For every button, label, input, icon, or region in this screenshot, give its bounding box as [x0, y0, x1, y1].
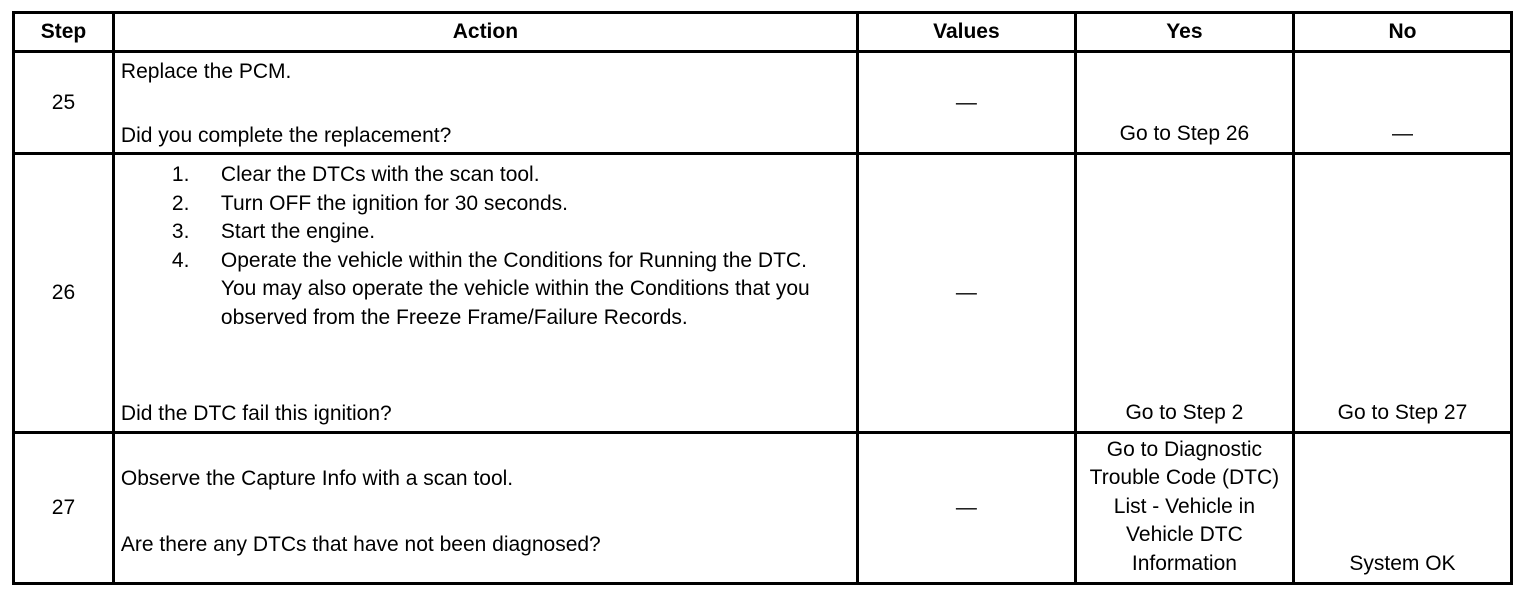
diagnostic-table [12, 11, 1513, 585]
yes-text: Go to Step 2 [1125, 400, 1244, 424]
header-step: Step [14, 13, 114, 52]
action-cell [113, 433, 857, 584]
values-cell [857, 52, 1075, 154]
list-text: Turn OFF the ignition for 30 seconds. [220, 191, 568, 215]
table-row [14, 154, 1512, 433]
action-question: Are there any DTCs that have not been diagnosed? [120, 533, 601, 556]
list-number: 1. [171, 163, 190, 186]
values-text: — [955, 90, 977, 114]
no-text: System OK [1349, 551, 1456, 575]
values-cell [857, 154, 1075, 433]
values-text: — [955, 496, 977, 519]
header-no: No [1293, 13, 1511, 52]
list-text: Clear the DTCs with the scan tool. [220, 163, 540, 186]
step-number: 27 [14, 433, 114, 584]
no-text: Go to Step 27 [1337, 400, 1468, 424]
action-steps-list [155, 161, 821, 332]
no-cell [1293, 52, 1511, 154]
list-text: Start the engine. [220, 220, 376, 243]
step-number: 25 [14, 52, 114, 154]
action-cell [113, 154, 857, 433]
values-text: — [955, 281, 977, 304]
list-item [155, 247, 821, 333]
action-question: Did the DTC fail this ignition? [120, 402, 392, 425]
header-row [14, 13, 1512, 52]
list-number: 2. [171, 191, 190, 215]
action-text: Replace the PCM. [120, 60, 292, 83]
list-item [155, 218, 821, 247]
list-text: Operate the vehicle within the Conditions for Running the DTC. You may also operate the vehicle within the Conditions that you observed from the Freeze Frame/Failure Records. [220, 248, 810, 329]
yes-text: Go to Diagnostic Trouble Code (DTC) List - Vehicle in Vehicle DTC Information [1089, 437, 1280, 575]
list-item [155, 190, 821, 219]
yes-cell [1075, 433, 1293, 584]
yes-text: Go to Step 26 [1119, 121, 1250, 145]
yes-cell [1075, 154, 1293, 433]
list-number: 3. [171, 220, 190, 243]
yes-cell [1075, 52, 1293, 154]
action-cell [113, 52, 857, 154]
no-cell [1293, 154, 1511, 433]
header-yes: Yes [1075, 13, 1293, 52]
step-number: 26 [14, 154, 114, 433]
action-question: Did you complete the replacement? [120, 124, 452, 147]
values-cell [857, 433, 1075, 584]
list-item [155, 161, 821, 190]
no-cell [1293, 433, 1511, 584]
no-text: — [1391, 121, 1413, 145]
header-action: Action [113, 13, 857, 52]
table-row [14, 52, 1512, 154]
list-number: 4. [171, 248, 190, 272]
action-text: Observe the Capture Info with a scan tool. [120, 467, 514, 490]
header-values: Values [857, 13, 1075, 52]
table-row [14, 433, 1512, 584]
